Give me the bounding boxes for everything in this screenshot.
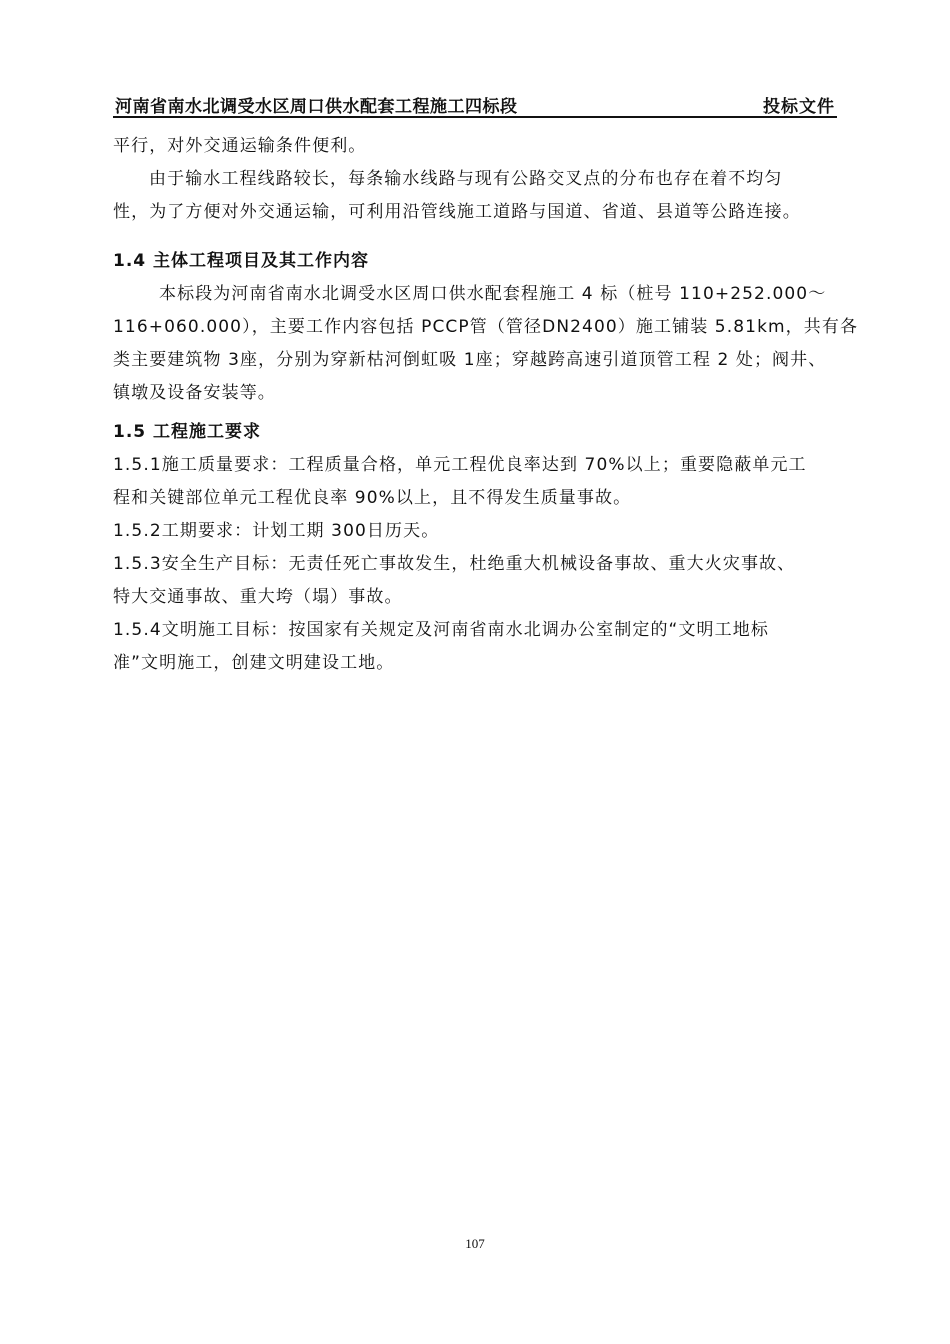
section-gap — [113, 229, 853, 245]
body-line: 类主要建筑物 3座，分别为穿新枯河倒虹吸 1座；穿越跨高速引道顶管工程 2 处；阀井、 — [113, 350, 827, 370]
header-doc-type: 投标文件 — [763, 97, 835, 117]
body-line: 程和关键部位单元工程优良率 90%以上，且不得发生质量事故。 — [113, 488, 632, 508]
page-header — [113, 90, 837, 118]
body-line: 特大交通事故、重大垮（塌）事故。 — [113, 587, 403, 607]
body-line: 平行，对外交通运输条件便利。 — [113, 136, 367, 156]
list-item-1-5-1: 1.5.1施工质量要求：工程质量合格，单元工程优良率达到 70%以上；重要隐蔽单元工 — [113, 455, 807, 475]
body-line: 镇墩及设备安装等。 — [113, 383, 276, 403]
header-title: 河南省南水北调受水区周口供水配套工程施工四标段 — [115, 97, 518, 117]
list-item-1-5-2: 1.5.2工期要求：计划工期 300日历天。 — [113, 521, 440, 541]
section-heading-1-5: 1.5 工程施工要求 — [113, 422, 262, 442]
body-line: 本标段为河南省南水北调受水区周口供水配套程施工 4 标（桩号 110+252.000～ — [159, 284, 827, 304]
section-heading-1-4: 1.4 主体工程项目及其工作内容 — [113, 251, 370, 271]
body-line: 性，为了方便对外交通运输，可利用沿管线施工道路与国道、省道、县道等公路连接。 — [113, 202, 801, 222]
list-item-1-5-4: 1.5.4文明施工目标：按国家有关规定及河南省南水北调办公室制定的“文明工地标 — [113, 620, 769, 640]
body-line: 准”文明施工，创建文明建设工地。 — [113, 653, 395, 673]
page-number: 107 — [465, 1236, 485, 1251]
body-line: 116+060.000），主要工作内容包括 PCCP管（管径DN2400）施工铺装 5.81km，共有各 — [113, 317, 859, 337]
list-item-1-5-3: 1.5.3安全生产目标：无责任死亡事故发生，杜绝重大机械设备事故、重大火灾事故、 — [113, 554, 796, 574]
body-line: 由于输水工程线路较长，每条输水线路与现有公路交叉点的分布也存在着不均匀 — [149, 169, 783, 189]
document-body — [113, 130, 859, 680]
